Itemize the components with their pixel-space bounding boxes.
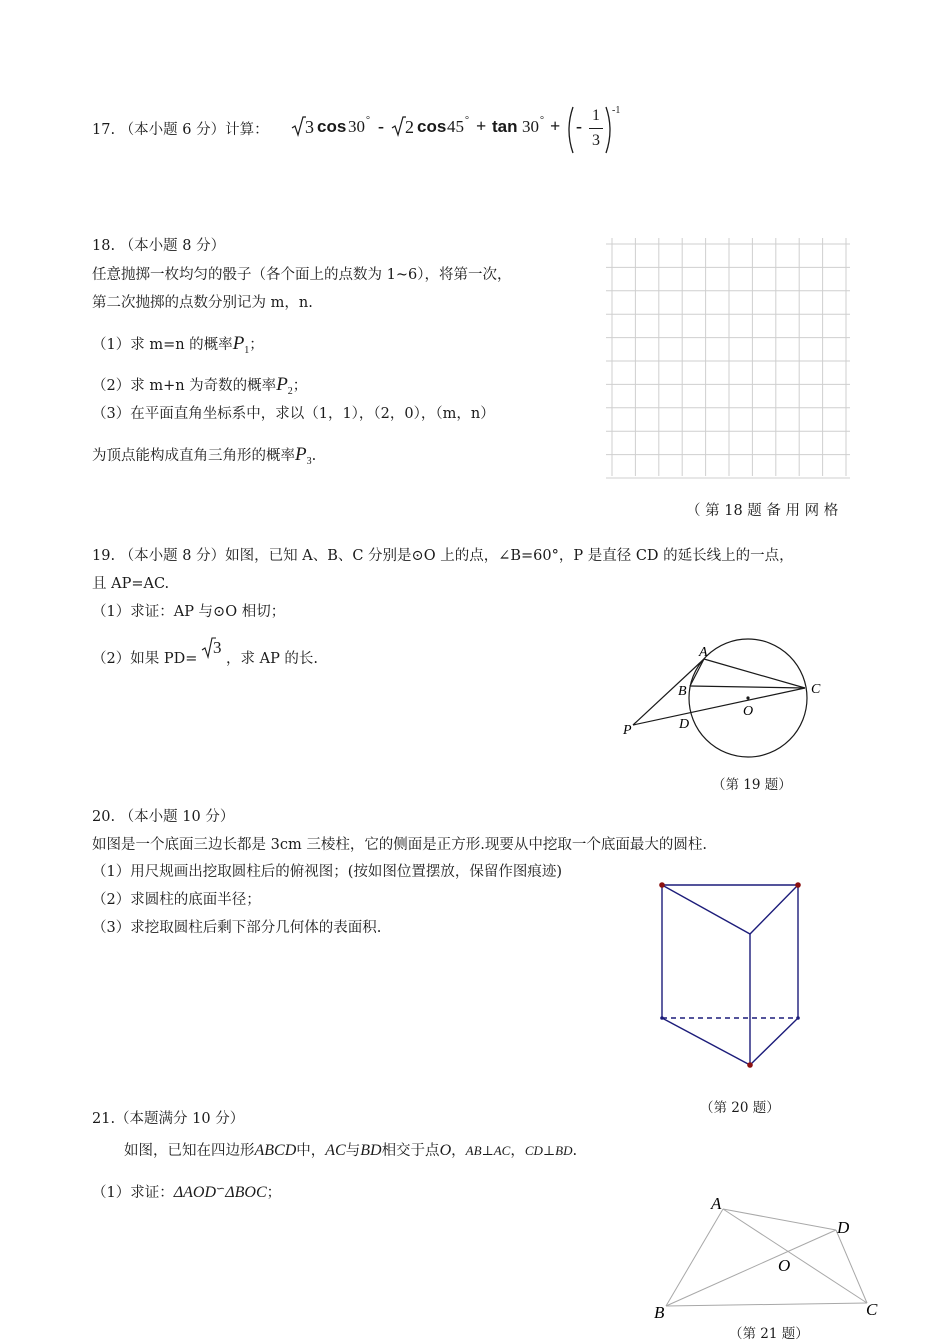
- label-o: O: [743, 704, 754, 719]
- q20-caption: （第 20 题）: [700, 1100, 780, 1116]
- q20-part3: （3）求挖取圆柱后剩下部分几何体的表面积.: [92, 920, 382, 936]
- prism-bottom-right-edge: [750, 1018, 798, 1065]
- label-b: B: [678, 684, 687, 699]
- q17-t3-fn: tan: [492, 117, 518, 136]
- label-d: D: [837, 1218, 850, 1237]
- grid-caption: （ 第 18 题 备 用 网 格: [686, 503, 839, 519]
- triangle-aod: ΔAOD: [173, 1184, 217, 1201]
- q21-line1: [124, 1142, 577, 1160]
- q17-frac-den: 3: [592, 132, 600, 149]
- p1-symbol: P: [232, 333, 245, 354]
- q21-line1-e: ，: [451, 1143, 466, 1159]
- p2-subscript: 2: [287, 386, 293, 397]
- q18-line2: 第二次抛掷的点数分别记为 m，n.: [92, 295, 313, 311]
- q17-exponent: -1: [612, 105, 621, 116]
- q19-heading: 19. （本小题 8 分）如图，已知 A、B、C 分别是⊙O 上的点，∠B=60°，P 是直径 CD 的延长线上的一点，: [92, 548, 794, 564]
- q19-part1: （1）求证：AP 与⊙O 相切；: [92, 604, 286, 620]
- p3-symbol: P: [295, 444, 307, 465]
- q21-line1-a: 如图，已知在四边形: [124, 1143, 255, 1159]
- q17-op3: +: [550, 116, 561, 136]
- q21-line1-c: 与: [345, 1143, 361, 1159]
- q18-heading: 18. （本小题 8 分）: [92, 238, 226, 254]
- segment-bd: BD: [360, 1142, 382, 1159]
- q19-figure: [616, 636, 836, 776]
- q18-part3-line2: [92, 446, 316, 471]
- q19-part2-end: ，求 AP 的长.: [225, 651, 319, 667]
- label-c: C: [866, 1300, 878, 1319]
- q18-part3: （3）在平面直角坐标系中，求以（1，1），（2，0），（m，n）: [92, 406, 495, 422]
- sqrt-3-radical-icon: [292, 116, 306, 138]
- perp-ab-ac: AB⊥AC: [465, 1143, 511, 1158]
- q19-caption: （第 19 题）: [712, 777, 792, 793]
- q18-part1-end: ；: [249, 337, 264, 353]
- q21-line1-d: 相交于点: [381, 1143, 440, 1159]
- q17-degree-3: °: [540, 115, 544, 126]
- q18-line1: 任意抛掷一枚均匀的骰子（各个面上的点数为 1~6），将第一次，: [92, 267, 512, 283]
- vertex-dot: [659, 882, 665, 888]
- q21-part1: [92, 1180, 281, 1202]
- q21-part1-text: （1）求证：: [92, 1185, 174, 1201]
- q21-heading: 21.（本题满分 10 分）: [92, 1111, 245, 1127]
- q17-t1-fn: cos: [317, 117, 347, 136]
- chord-ab: [690, 659, 704, 686]
- q17-formula: [292, 104, 632, 164]
- q21-figure: [646, 1190, 886, 1320]
- prism-top-left-edge: [662, 885, 750, 934]
- diagonal-bd: [666, 1230, 836, 1306]
- label-o: O: [778, 1256, 791, 1275]
- q18-part2-text: （2）求 m+n 为奇数的概率: [92, 378, 277, 394]
- q20-part2: （2）求圆柱的底面半径；: [92, 892, 261, 908]
- q21-period: .: [572, 1143, 578, 1159]
- vertex-dot: [796, 1016, 800, 1020]
- q18-part1: [92, 335, 264, 360]
- q18-part2-end: ；: [292, 378, 308, 394]
- quad-abcd: ABCD: [254, 1142, 297, 1159]
- q17-t1-coef: 3: [305, 117, 314, 137]
- q21-line1-b: 中，: [296, 1143, 326, 1159]
- p1-subscript: 1: [244, 345, 250, 356]
- q17-op2: +: [476, 116, 487, 136]
- q19-part2-text: （2）如果 PD=: [92, 651, 198, 667]
- q17-t2-angle: 45: [447, 117, 464, 136]
- q18-part2: [92, 376, 307, 401]
- q17-t1-angle: 30: [348, 117, 365, 136]
- sqrt-2-radical-icon: [392, 116, 406, 138]
- q17-degree-2: °: [465, 115, 469, 126]
- label-p: P: [623, 723, 632, 738]
- left-paren-icon: [565, 106, 575, 154]
- q19-line2: 且 AP=AC.: [92, 576, 170, 592]
- p3-subscript: 3: [306, 456, 312, 467]
- segment-ap: [633, 659, 704, 725]
- prism-top-right-edge: [750, 885, 798, 934]
- side-bc: [666, 1303, 867, 1306]
- vertex-dot: [747, 1062, 753, 1068]
- center-dot: [746, 696, 749, 699]
- perp-cd-bd: CD⊥BD: [524, 1143, 573, 1158]
- label-d: D: [679, 717, 690, 732]
- label-c: C: [811, 682, 821, 697]
- q20-part1: （1）用尺规画出挖取圆柱后的俯视图；(按如图位置摆放，保留作图痕迹): [92, 864, 563, 880]
- segment-ac: AC: [325, 1142, 346, 1159]
- q21-part1-end: ；: [266, 1185, 282, 1201]
- point-o: O: [439, 1142, 452, 1159]
- fraction-bar: [589, 128, 603, 129]
- prism-bottom-left-edge: [662, 1018, 750, 1065]
- q21-caption: （第 21 题）: [729, 1326, 809, 1342]
- q20-heading: 20. （本小题 10 分）: [92, 809, 235, 825]
- triangle-boc: ΔBOC: [225, 1184, 267, 1201]
- q20-line1: 如图是一个底面三边长都是 3cm 三棱柱，它的侧面是正方形.现要从中挖取一个底面最大的圆柱.: [92, 837, 708, 853]
- similar-symbol: ∽: [216, 1182, 226, 1195]
- q17-heading: 17. （本小题 6 分）计算：: [92, 122, 269, 138]
- label-a: A: [699, 645, 708, 660]
- side-ab: [666, 1209, 723, 1306]
- q17-degree-1: °: [366, 115, 370, 126]
- segment-pc: [633, 688, 805, 725]
- side-cd: [836, 1230, 867, 1303]
- q18-part3-end: .: [311, 448, 317, 464]
- q17-t2-coef: 2: [405, 117, 414, 137]
- chord-bc: [690, 686, 805, 688]
- triangular-prism-figure: [652, 876, 812, 1076]
- q17-frac-num: 1: [592, 107, 600, 124]
- q17-paren-sign: -: [576, 116, 582, 136]
- vertex-dot: [660, 1016, 664, 1020]
- q17-op1: -: [378, 116, 384, 136]
- q21-separator: ，: [510, 1143, 525, 1159]
- q17-t3-angle: 30: [522, 117, 539, 136]
- q19-root-value: 3: [212, 638, 222, 657]
- p2-symbol: P: [276, 374, 288, 395]
- q19-part2: [92, 638, 319, 668]
- vertex-dot: [795, 882, 801, 888]
- chord-ac: [704, 659, 805, 688]
- q17-t2-fn: cos: [417, 117, 447, 136]
- q18-part1-text: （1）求 m=n 的概率: [92, 337, 233, 353]
- q18-part3-line2-text: 为顶点能构成直角三角形的概率: [92, 448, 295, 464]
- backup-grid: [606, 238, 850, 476]
- label-a: A: [711, 1194, 722, 1213]
- label-b: B: [654, 1303, 665, 1322]
